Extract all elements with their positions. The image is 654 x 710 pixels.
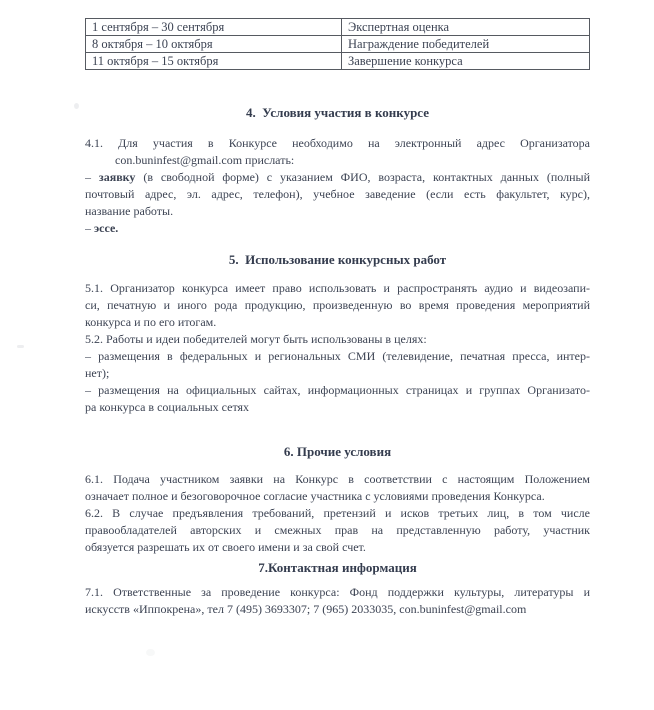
dash: –	[85, 221, 94, 235]
text-line: 5.1. Организатор конкурса имеет право использовать и распространять аудио и видеозапи-	[85, 281, 590, 295]
text-line: – размещения в федеральных и региональных СМИ (телевидение, печатная пресса, интер-	[85, 349, 590, 363]
scan-artifact	[17, 345, 24, 348]
table-row	[86, 53, 590, 70]
text-segment: (в свободной форме) с указанием ФИО, возраста, контактных данных (полный	[135, 170, 590, 184]
section-5-heading: 5. Использование конкурсных работ	[228, 252, 447, 267]
text-line: означает полное и безоговорочное согласие участника с условиями проведения Конкурса.	[85, 489, 545, 503]
section-4-heading: 4. Условия участия в конкурсе	[246, 105, 429, 120]
text-line	[85, 220, 590, 237]
text-line: 6.1. Подача участником заявки на Конкурс в соответствии с настоящим Положением	[85, 472, 590, 486]
text-line: нет);	[85, 366, 110, 380]
text-line: 7.1. Ответственные за проведение конкурса: Фонд поддержки культуры, литературы и	[85, 585, 590, 599]
bold-term: заявку	[98, 170, 136, 184]
event-cell: Завершение конкурса	[342, 53, 590, 70]
text-line: 6.2. В случае предъявления требований, претензий и исков третьих лиц, в том числе	[85, 506, 590, 520]
text-line: название работы.	[85, 204, 174, 218]
scan-artifact	[74, 103, 79, 109]
table-row	[86, 36, 590, 53]
text-line: искусств «Иппокрена», тел 7 (495) 3693307; 7 (965) 2033035, con.buninfest@gmail.com	[85, 602, 527, 616]
bold-term: эссе.	[94, 221, 119, 235]
section-6-heading: 6. Прочие условия	[283, 444, 392, 459]
table-row	[86, 19, 590, 36]
dash: –	[85, 170, 99, 184]
document-content	[85, 18, 590, 618]
period-cell: 11 октября – 15 октября	[86, 53, 342, 70]
section-7-heading: 7.Контактная информация	[258, 560, 417, 575]
text-line: конкурса и по его итогам.	[85, 315, 217, 329]
event-cell: Экспертная оценка	[342, 19, 590, 36]
paragraph-bullet-sites	[85, 382, 590, 416]
schedule-table	[85, 18, 590, 70]
text-line: почтовый адрес, эл. адрес, телефон), учебное заведение (если есть факультет, курс),	[85, 187, 590, 201]
text-line: 4.1. Для участия в Конкурсе необходимо на электронный адрес Организатора	[85, 136, 590, 150]
text-line: правообладателей авторских и смежных прав на представленную работу, участник	[85, 523, 590, 537]
paragraph-6-1	[85, 471, 590, 505]
text-line: си, печатную и иного рода продукцию, произведенную во время проведения мероприятий	[85, 298, 590, 312]
period-cell: 8 октября – 10 октября	[86, 36, 342, 53]
scan-artifact	[146, 649, 155, 656]
paragraph-bullet-smi	[85, 348, 590, 382]
paragraph-5-2	[85, 331, 590, 348]
paragraph-7-1	[85, 584, 590, 618]
paragraph-6-2	[85, 505, 590, 556]
event-cell: Награждение победителей	[342, 36, 590, 53]
text-line: con.buninfest@gmail.com прислать:	[115, 153, 295, 167]
period-cell: 1 сентября – 30 сентября	[86, 19, 342, 36]
text-line: 5.2. Работы и идеи победителей могут быть использованы в целях:	[85, 332, 427, 346]
text-line	[85, 169, 590, 186]
text-line: – размещения на официальных сайтах, информационных страницах и группах Организато-	[85, 383, 590, 397]
paragraph-4-1	[85, 135, 590, 169]
paragraph-5-1	[85, 280, 590, 331]
paragraph-application	[85, 169, 590, 237]
text-line: обязуется разрешать их от своего имени и за свой счет.	[85, 540, 366, 554]
text-line: ра конкурса в социальных сетях	[85, 400, 250, 414]
